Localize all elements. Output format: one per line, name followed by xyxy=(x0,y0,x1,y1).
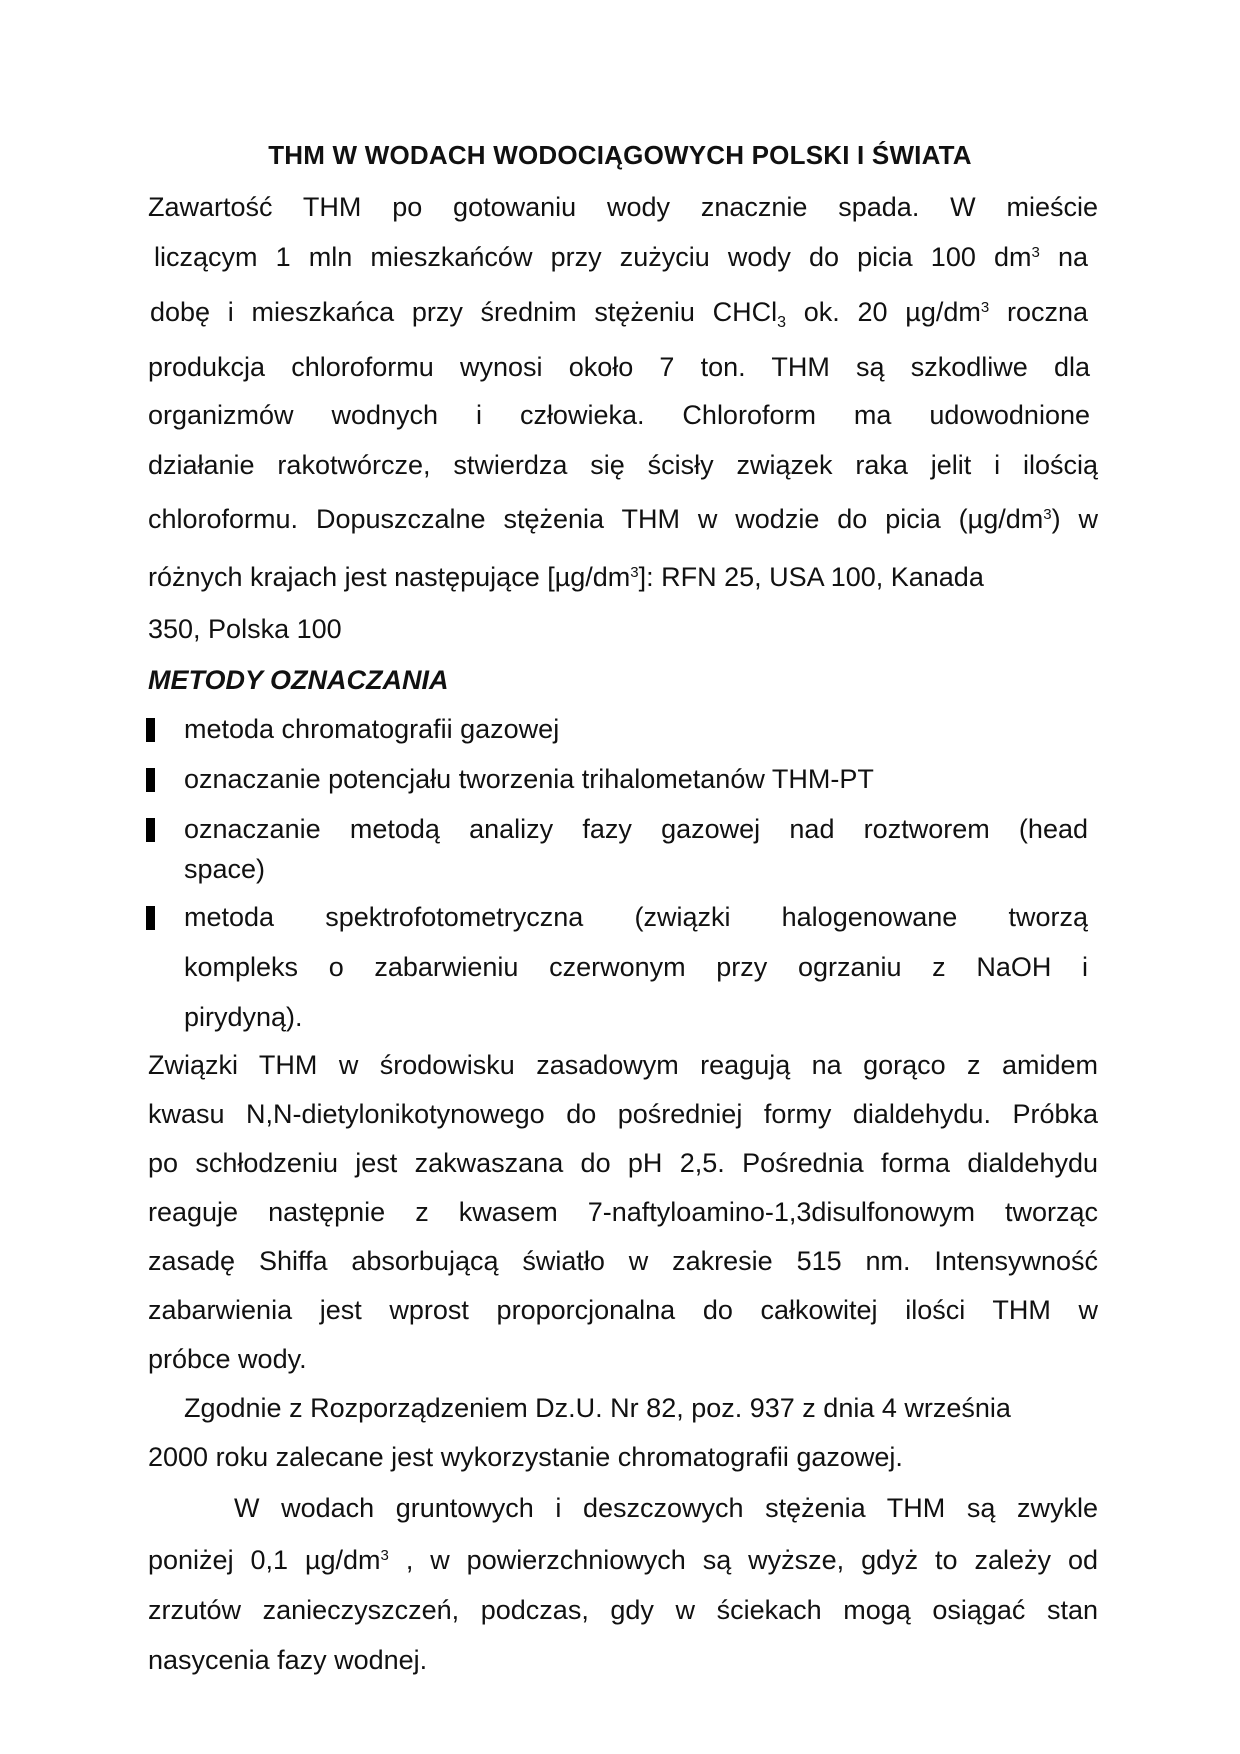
para1-line-3-end: roczna xyxy=(989,297,1088,327)
para1-line-7 xyxy=(148,502,1098,536)
para2-line-4: reaguje następnie z kwasem 7-naftyloamino-1,3disulfonowym tworząc xyxy=(148,1197,1098,1227)
para1-line-1: Zawartość THM po gotowaniu wody znacznie spada. W mieście xyxy=(148,192,1098,222)
para4-line-4: nasycenia fazy wodnej. xyxy=(148,1645,428,1675)
method-item-3-line-1: oznaczanie metodą analizy fazy gazowej nad roztworem (head xyxy=(184,814,1088,844)
superscript: 3 xyxy=(1031,244,1040,261)
para2-line-7: próbce wody. xyxy=(148,1344,307,1374)
para1-line-4: produkcja chloroformu wynosi około 7 ton. THM są szkodliwe dla xyxy=(148,352,1090,382)
para1-line-2-text: liczącym 1 mln mieszkańców przy zużyciu wody do picia 100 dm xyxy=(154,242,1032,272)
para1-line-2 xyxy=(154,240,1088,274)
subscript: 3 xyxy=(777,314,787,331)
method-item-3-line-2: space) xyxy=(184,854,266,884)
para1-line-3 xyxy=(150,295,1088,329)
bullet-marker xyxy=(146,718,155,742)
para4-line-2 xyxy=(148,1543,1098,1577)
para1-line-3-mid: ok. 20 µg/dm xyxy=(786,297,981,327)
bullet-marker xyxy=(146,906,155,930)
para1-line-5: organizmów wodnych i człowieka. Chloroform ma udowodnione xyxy=(148,400,1090,430)
para3-line-1: Zgodnie z Rozporządzeniem Dz.U. Nr 82, poz. 937 z dnia 4 września xyxy=(184,1393,1011,1423)
method-item-4-line-3: pirydyną). xyxy=(184,1002,303,1032)
para1-line-6: działanie rakotwórcze, stwierdza się ścisły związek raka jelit i ilością xyxy=(148,450,1098,480)
document-title: THM W WODACH WODOCIĄGOWYCH POLSKI I ŚWIATA xyxy=(268,140,972,170)
para2-line-6: zabarwienia jest wprost proporcjonalna do całkowitej ilości THM w xyxy=(148,1295,1098,1325)
para4-line-3: zrzutów zanieczyszczeń, podczas, gdy w ściekach mogą osiągać stan xyxy=(148,1595,1098,1625)
bullet-marker xyxy=(146,818,155,842)
para2-line-2: kwasu N,N-dietylonikotynowego do pośredniej formy dialdehydu. Próbka xyxy=(148,1099,1098,1129)
para2-line-3: po schłodzeniu jest zakwaszana do pH 2,5. Pośrednia forma dialdehydu xyxy=(148,1148,1098,1178)
para1-line-8-end: ]: RFN 25, USA 100, Kanada xyxy=(638,562,984,592)
para4-line-1: W wodach gruntowych i deszczowych stężenia THM są zwykle xyxy=(234,1493,1098,1523)
para1-line-7-text: chloroformu. Dopuszczalne stężenia THM w wodzie do picia (µg/dm xyxy=(148,504,1044,534)
para3-line-2: 2000 roku zalecane jest wykorzystanie chromatografii gazowej. xyxy=(148,1442,903,1472)
para4-line-2-text: poniżej 0,1 µg/dm xyxy=(148,1545,381,1575)
method-item-2: oznaczanie potencjału tworzenia trihalometanów THM-PT xyxy=(184,764,874,794)
para1-line-2-end: na xyxy=(1039,242,1088,272)
superscript: 3 xyxy=(1043,506,1052,523)
para1-line-8-text: różnych krajach jest następujące [µg/dm xyxy=(148,562,631,592)
para4-line-2-end: , w powierzchniowych są wyższe, gdyż to zależy od xyxy=(388,1545,1098,1575)
para1-line-9: 350, Polska 100 xyxy=(148,614,342,644)
methods-heading: METODY OZNACZANIA xyxy=(148,665,449,695)
para1-line-8 xyxy=(148,560,1098,594)
method-item-4-line-2: kompleks o zabarwieniu czerwonym przy ogrzaniu z NaOH i xyxy=(184,952,1088,982)
bullet-marker xyxy=(146,768,155,792)
para2-line-5: zasadę Shiffa absorbującą światło w zakresie 515 nm. Intensywność xyxy=(148,1246,1098,1276)
para2-line-1: Związki THM w środowisku zasadowym reagują na gorąco z amidem xyxy=(148,1050,1098,1080)
para1-line-7-end: ) w xyxy=(1051,504,1098,534)
superscript: 3 xyxy=(380,1547,389,1564)
method-item-4-line-1: metoda spektrofotometryczna (związki halogenowane tworzą xyxy=(184,902,1088,932)
superscript: 3 xyxy=(630,564,639,581)
para1-line-3-text: dobę i mieszkańca przy średnim stężeniu CHCl xyxy=(150,297,778,327)
method-item-1: metoda chromatografii gazowej xyxy=(184,714,560,744)
superscript: 3 xyxy=(980,299,990,316)
